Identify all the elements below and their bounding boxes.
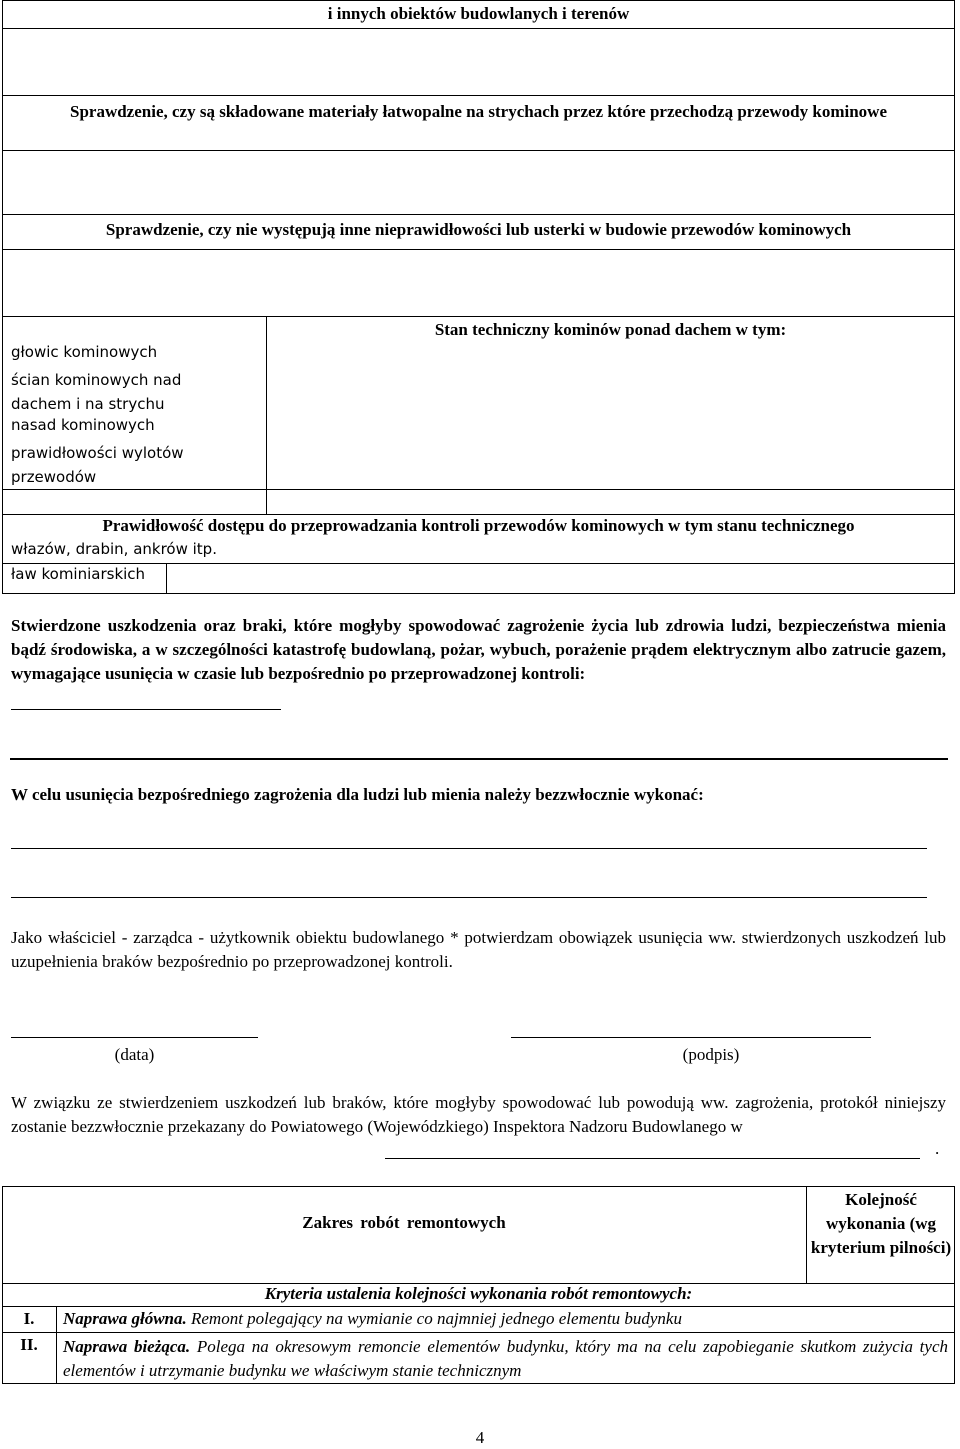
zwiazek-text: W związku ze stwierdzeniem uszkodzeń lub braków, które mogłyby spowodować lub powodują ww. zagrożenia, protokół niniejszy zostanie bezzwłocznie przekazany do Powiatowego (Wojewódzkiego) Inspektora Nadzoru Budowlanego w bbox=[11, 1093, 946, 1136]
row-number: I. bbox=[23, 1309, 35, 1328]
kryterium-name: Naprawa bieżąca. bbox=[63, 1337, 191, 1356]
row-divider bbox=[2, 489, 955, 490]
row-title-obiekty: i innych obiektów budowlanych i terenów bbox=[327, 4, 630, 23]
zwiazek-end: . bbox=[935, 1139, 940, 1158]
fill-line bbox=[10, 758, 948, 760]
signature-label: (podpis) bbox=[682, 1045, 740, 1064]
col-divider bbox=[166, 563, 167, 594]
row-title-materialy: Sprawdzenie, czy są składowane materiały łatwopalne na strychach przez które przechodzą przewody kominowe bbox=[69, 102, 888, 121]
kryterium-row bbox=[63, 1309, 953, 1329]
row-divider bbox=[2, 150, 955, 151]
row-divider bbox=[2, 249, 955, 250]
stan-item: głowic kominowych bbox=[11, 343, 158, 361]
uszkodzenia-text: Stwierdzone uszkodzenia oraz braki, które mogłyby spowodować zagrożenie życia lub zdrowia ludzi, bezpieczeństwa mienia bądź środowiska, a w szczególności katastrofę budowlaną, pożar, wybuch, porażenie prądem elektrycznym albo zatrucie gazem, wymagające usunięcia w czasie lub bezpośrednio po przeprowadzonej kontroli: bbox=[11, 616, 946, 683]
row-divider bbox=[2, 28, 955, 29]
row-divider bbox=[2, 1332, 955, 1333]
row-title-nieprawidlowosci: Sprawdzenie, czy nie występują inne nieprawidłowości lub usterki w budowie przewodów kominowych bbox=[105, 220, 852, 239]
date-line bbox=[11, 1037, 258, 1038]
date-label: (data) bbox=[114, 1045, 155, 1064]
row-divider bbox=[2, 563, 955, 564]
row-divider bbox=[2, 1306, 955, 1307]
col-divider bbox=[266, 316, 267, 489]
dostep-item: włazów, drabin, ankrów itp. bbox=[11, 540, 217, 558]
row-divider bbox=[2, 214, 955, 215]
dostep-title: Prawidłowość dostępu do przeprowadzania kontroli przewodów kominowych w tym stanu technicznego bbox=[102, 516, 855, 535]
col-divider bbox=[56, 1306, 57, 1384]
row-divider bbox=[2, 316, 955, 317]
stan-title: Stan techniczny kominów ponad dachem w tym: bbox=[434, 320, 787, 339]
wlasciciel-text: Jako właściciel - zarządca - użytkownik obiektu budowlanego * potwierdzam obowiązek usunięcia ww. stwierdzonych uszkodzeń lub uzupełnienia braków bezpośrednio po przeprowadzonej kontroli. bbox=[11, 928, 946, 971]
fill-line bbox=[11, 897, 927, 898]
dostep-item: ław kominiarskich bbox=[11, 565, 146, 583]
signature-line bbox=[511, 1037, 871, 1038]
stan-item: ścian kominowych nad dachem i na strychu bbox=[11, 371, 182, 413]
row-divider bbox=[2, 514, 955, 515]
row-divider bbox=[2, 95, 955, 96]
kryterium-name: Naprawa główna. bbox=[63, 1309, 187, 1328]
page-number: 4 bbox=[475, 1428, 485, 1447]
col-header-zakres: Zakres robót remontowych bbox=[302, 1213, 506, 1232]
col-divider bbox=[266, 489, 267, 514]
stan-item: prawidłowości wylotów przewodów bbox=[11, 444, 184, 486]
underline bbox=[11, 709, 281, 710]
fill-line bbox=[385, 1158, 920, 1159]
col-header-kolejnosc: Kolejność wykonania (wg kryterium pilności) bbox=[810, 1190, 952, 1257]
kryteria-title: Kryteria ustalenia kolejności wykonania robót remontowych: bbox=[264, 1284, 693, 1303]
kryterium-desc: Polega na okresowym remoncie elementów budynku, który ma na celu zapobieganie skutkom zużycia tych elementów i utrzymanie budynku we właściwym stanie technicznym bbox=[63, 1337, 948, 1380]
col-divider bbox=[806, 1186, 807, 1283]
zagrozenie-text: W celu usunięcia bezpośredniego zagrożenia dla ludzi lub mienia należy bezzwłocznie wykonać: bbox=[11, 785, 704, 804]
fill-line bbox=[11, 848, 927, 849]
inspection-table bbox=[2, 0, 955, 594]
kryterium-row bbox=[63, 1335, 948, 1383]
kryterium-desc: Remont polegający na wymianie co najmniej jednego elementu budynku bbox=[191, 1309, 682, 1328]
row-number: II. bbox=[20, 1335, 38, 1354]
stan-item: nasad kominowych bbox=[11, 416, 155, 434]
